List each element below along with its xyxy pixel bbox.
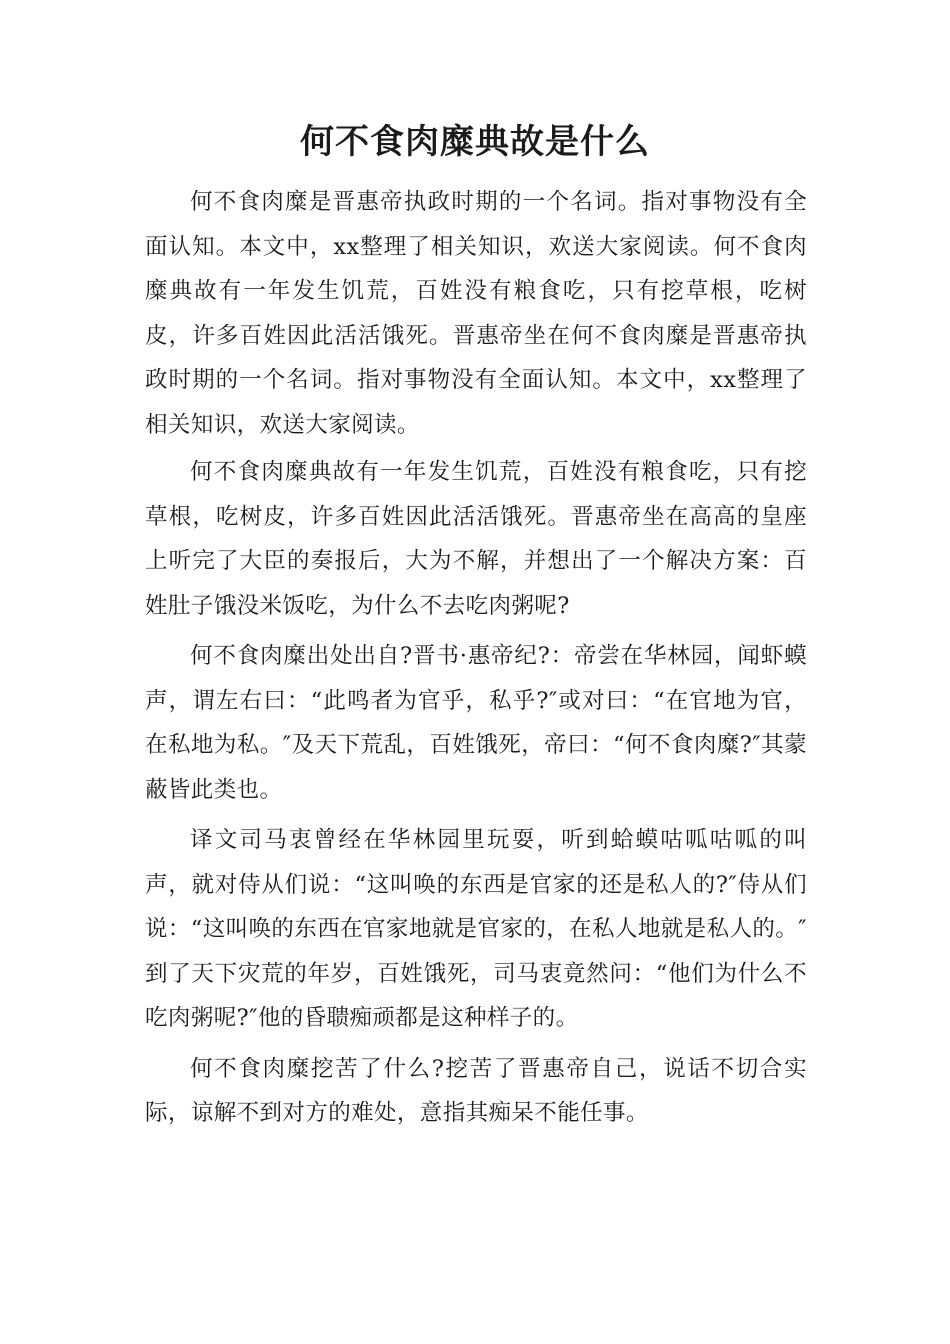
paragraph-source: 何不食肉糜出处出自?晋书·惠帝纪?：帝尝在华林园，闻虾蟆声，谓左右曰：“此鸣者为官乎，私乎?″或对曰：“在官地为官，在私地为私。″及天下荒乱，百姓饿死，帝曰：“何不食肉糜?″其蒙蔽皆此类也。 (145, 643, 807, 803)
paragraph-translation: 译文司马衷曾经在华林园里玩耍，听到蛤蟆咕呱咕呱的叫声，就对侍从们说：“这叫唤的东西是官家的还是私人的?″侍从们说：“这叫唤的东西在官家地就是官家的，在私人地就是私人的。″到了天下灾荒的年岁，百姓饿死，司马衷竟然问：“他们为什么不吃肉粥呢?″他的昏聩痴顽都是这种样子的。 (145, 827, 807, 1031)
paragraph-intro: 何不食肉糜是晋惠帝执政时期的一个名词。指对事物没有全面认知。本文中，xx整理了相关知识，欢送大家阅读。何不食肉糜典故有一年发生饥荒，百姓没有粮食吃，只有挖草根，吃树皮，许多百姓因此活活饿死。晋惠帝坐在何不食肉糜是晋惠帝执政时期的一个名词。指对事物没有全面认知。本文中，xx整理了相关知识，欢送大家阅读。 (145, 189, 807, 438)
document-title: 何不食肉糜典故是什么 (300, 122, 650, 162)
document-body (145, 180, 807, 1139)
paragraph-meaning: 何不食肉糜挖苦了什么?挖苦了晋惠帝自己，说话不切合实际，谅解不到对方的难处，意指其痴呆不能任事。 (145, 1055, 807, 1126)
paragraph-story: 何不食肉糜典故有一年发生饥荒，百姓没有粮食吃，只有挖草根，吃树皮，许多百姓因此活活饿死。晋惠帝坐在高高的皇座上听完了大臣的奏报后，大为不解，并想出了一个解决方案：百姓肚子饿没米饭吃，为什么不去吃肉粥呢? (145, 459, 807, 619)
